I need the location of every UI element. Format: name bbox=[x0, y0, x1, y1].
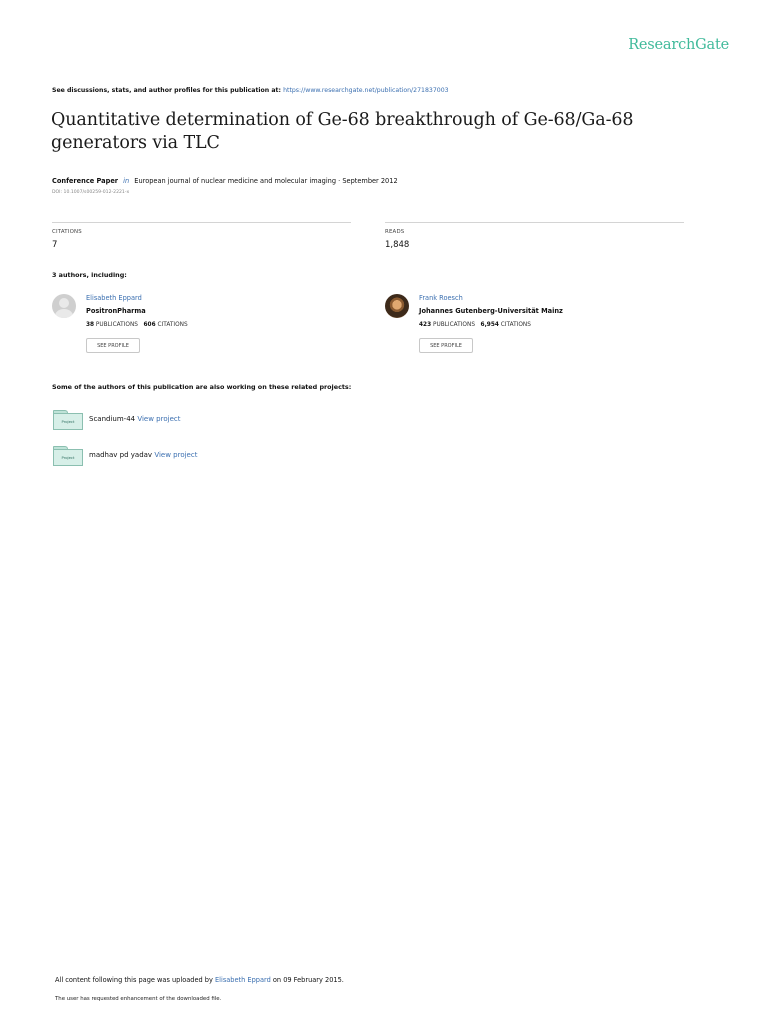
avatar-placeholder-icon[interactable] bbox=[52, 294, 76, 318]
author-name-link[interactable]: Elisabeth Eppard bbox=[86, 294, 142, 302]
publication-doi: DOI: 10.1007/s00259-012-2221-x bbox=[52, 190, 130, 195]
view-project-link[interactable]: View project bbox=[154, 451, 198, 459]
project-item bbox=[89, 451, 197, 459]
citations-label: CITATIONS bbox=[52, 229, 82, 235]
upload-prefix: All content following this page was uploaded by bbox=[55, 976, 213, 984]
author-affiliation: Johannes Gutenberg-Universität Mainz bbox=[419, 307, 563, 315]
discussion-prefix: See discussions, stats, and author profiles for this publication at: bbox=[52, 87, 281, 94]
discussion-line bbox=[52, 87, 449, 94]
authors-heading: 3 authors, including: bbox=[52, 271, 127, 279]
project-folder-icon bbox=[53, 410, 83, 429]
avatar-photo[interactable] bbox=[385, 294, 409, 318]
author-name-link[interactable]: Frank Roesch bbox=[419, 294, 463, 302]
project-item bbox=[89, 415, 180, 423]
publication-meta bbox=[52, 177, 398, 185]
see-profile-button[interactable]: SEE PROFILE bbox=[419, 338, 473, 353]
upload-notice bbox=[55, 976, 344, 984]
publication-type: Conference Paper bbox=[52, 177, 119, 185]
publication-title: Quantitative determination of Ge-68 breakthrough of Ge-68/Ga-68 generators via TLC bbox=[51, 110, 634, 153]
author-publications-label: PUBLICATIONS bbox=[95, 322, 138, 328]
author-publications-count: 38 bbox=[86, 322, 95, 328]
project-name: Scandium-44 bbox=[89, 415, 136, 423]
see-profile-button[interactable]: SEE PROFILE bbox=[86, 338, 140, 353]
author-citations-label: CITATIONS bbox=[500, 322, 531, 328]
in-word: in bbox=[123, 177, 130, 185]
reads-label: READS bbox=[385, 229, 405, 235]
enhancement-note: The user has requested enhancement of the downloaded file. bbox=[55, 996, 222, 1002]
author-citations-label: CITATIONS bbox=[157, 322, 188, 328]
publication-url-link[interactable]: https://www.researchgate.net/publication/271837003 bbox=[283, 87, 449, 94]
reads-value: 1,848 bbox=[385, 240, 410, 250]
project-folder-label: Project bbox=[53, 449, 83, 466]
divider-citations bbox=[52, 222, 351, 223]
author-publications-count: 423 bbox=[419, 322, 432, 328]
project-folder-icon bbox=[53, 446, 83, 465]
divider-reads bbox=[385, 222, 684, 223]
upload-suffix: on 09 February 2015. bbox=[272, 976, 344, 984]
author-stats bbox=[86, 322, 188, 328]
project-folder-label: Project bbox=[53, 413, 83, 430]
author-citations-count: 6,954 bbox=[480, 322, 499, 328]
author-stats bbox=[419, 322, 531, 328]
author-citations-count: 606 bbox=[143, 322, 156, 328]
projects-heading: Some of the authors of this publication are also working on these related projects: bbox=[52, 383, 352, 391]
citations-value: 7 bbox=[52, 240, 58, 250]
view-project-link[interactable]: View project bbox=[137, 415, 181, 423]
researchgate-logo[interactable]: ResearchGate bbox=[628, 37, 729, 53]
project-name: madhav pd yadav bbox=[89, 451, 153, 459]
uploader-link[interactable]: Elisabeth Eppard bbox=[215, 976, 271, 984]
publication-venue-date: European journal of nuclear medicine and molecular imaging · September 2012 bbox=[134, 177, 398, 185]
author-affiliation: PositronPharma bbox=[86, 307, 146, 315]
author-publications-label: PUBLICATIONS bbox=[432, 322, 476, 328]
